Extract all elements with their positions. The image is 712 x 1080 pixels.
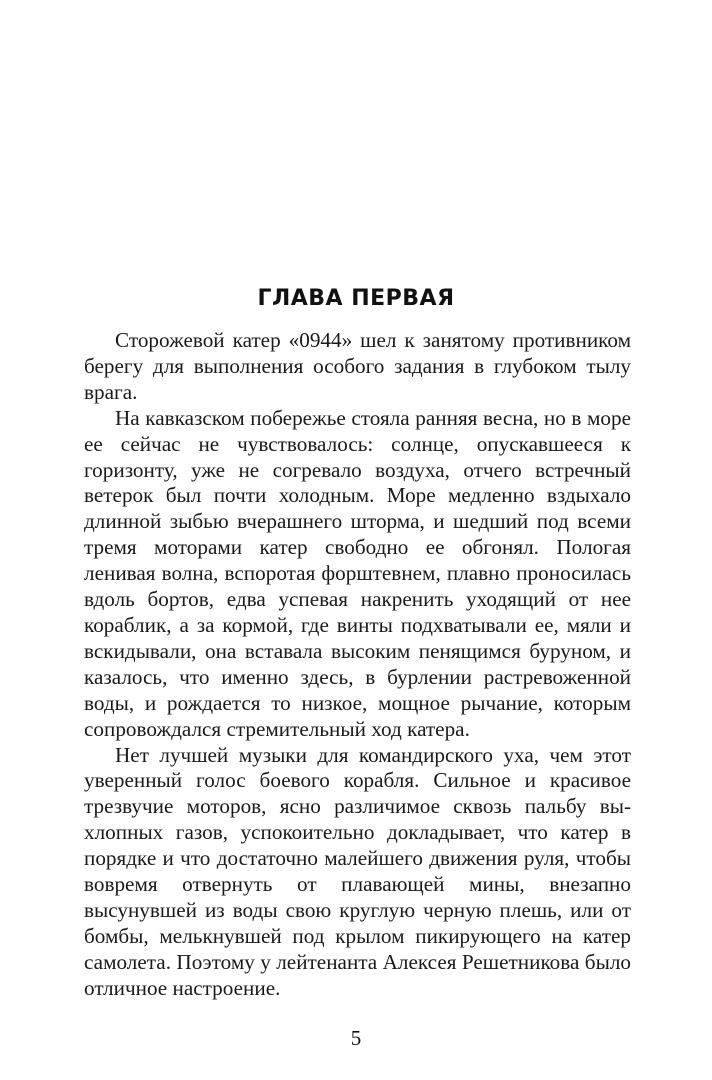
- paragraph-2: На кавказском побережье стояла ранняя весна, но в море ее сейчас не чувствовалось: солнце, опускавшееся к горизонту, уже не согревало воздуха, отчего встречный ветерок был почти холодным. Море медленно вздыхало длинной зыбью вчерашнего шторма, и шедший под всеми тремя моторами катер свободно ее обгонял. Пологая ленивая волна, вспоротая форштевнем, плавно проносилась вдоль бортов, едва успевая накренить уходящий от нее кораблик, а за кормой, где винты подхватывали ее, мяли и вскидывали, она вставала высоким пенящимся буруном, и казалось, что именно здесь, в бурлении растревоженной воды, и рождается то низкое, мощное рычание, которым сопровождался стремительный ход катера.: [84, 405, 631, 741]
- paragraph-1: Сторожевой катер «0944» шел к занятому противником берегу для выполнения особого задания в глубоком тылу врага.: [84, 328, 631, 404]
- paragraph-3: Нет лучшей музыки для командирского уха, чем этот уверенный голос боевого корабля. Сильное и красивое трезвучие моторов, ясно различимое сквозь пальбу выхлопных газов, успокоительно докладывает, что катер в порядке и что достаточно малейшего движения руля, чтобы вовремя отвернуть от плавающей мины, внезапно высунувшей из воды свою круглую черную плешь, или от бомбы, мелькнувшей под крылом пикирующего на катер самолета. Поэтому у лейтенанта Алексея Решетникова было отличное настроение.: [84, 742, 631, 1000]
- page-number: 5: [350, 1026, 362, 1050]
- chapter-body: [84, 328, 631, 1002]
- chapter-title: ГЛАВА ПЕРВАЯ: [257, 286, 455, 311]
